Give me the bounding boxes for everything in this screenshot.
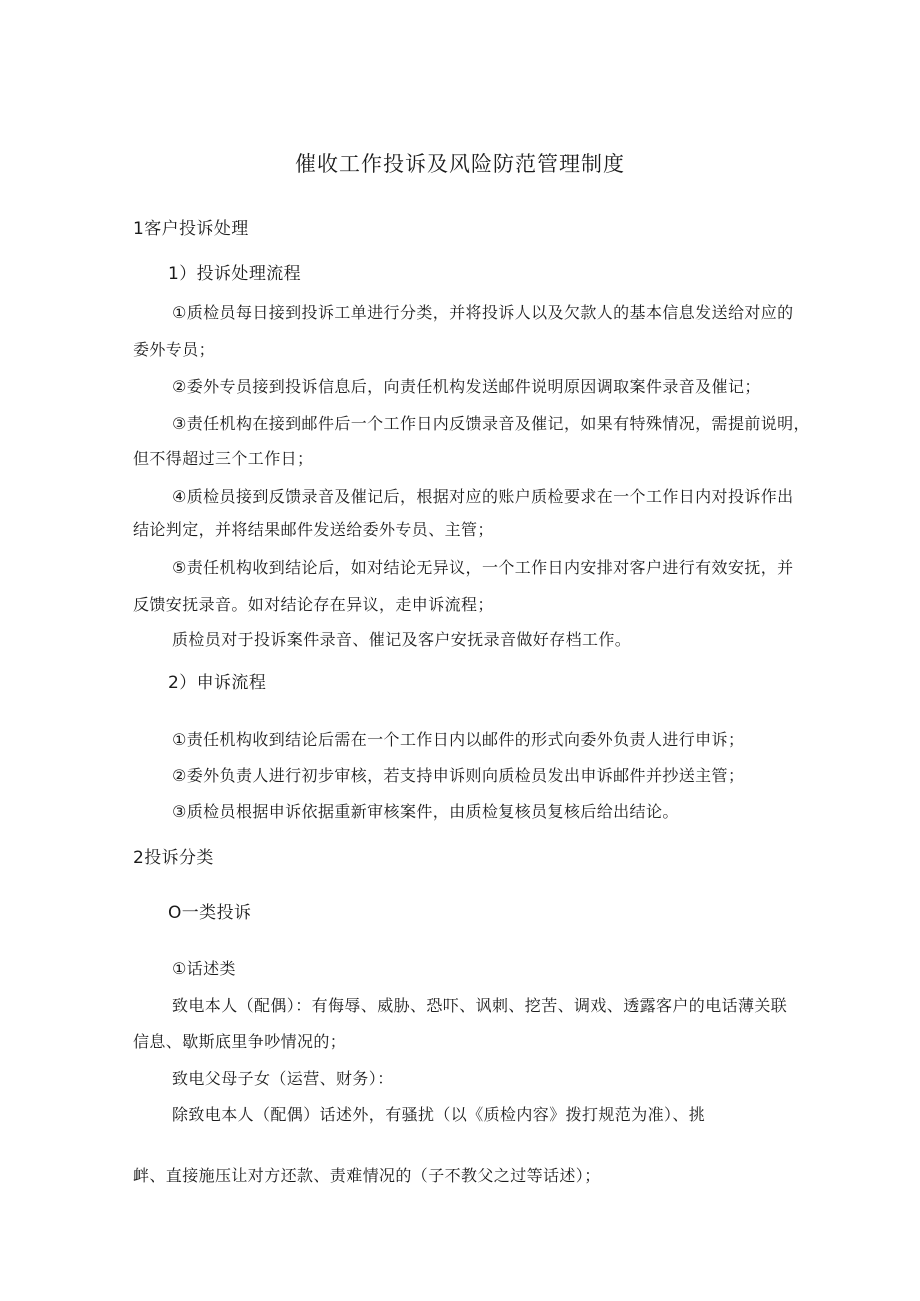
subsection-heading-appeal-process: 2）申诉流程: [168, 673, 267, 693]
speech-rule-3-line-2: 衅、直接施压让对方还款、责难情况的（子不教父之过等话述）；: [133, 1166, 601, 1185]
complaint-step-3-line-2: 但不得超过三个工作日；: [133, 449, 314, 468]
complaint-step-1-line-2: 委外专员；: [133, 340, 216, 359]
appeal-step-3: ③质检员根据申诉依据重新审核案件，由质检复核员复核后给出结论。: [172, 802, 679, 821]
appeal-step-1: ①责任机构收到结论后需在一个工作日内以邮件的形式向委外负责人进行申诉；: [172, 730, 745, 749]
complaint-step-5-line-1: ⑤责任机构收到结论后，如对结论无异议，一个工作日内安排对客户进行有效安抚，并: [172, 558, 794, 577]
section-heading-customer-complaint: 1客户投诉处理: [133, 219, 249, 239]
speech-rule-1-line-1: 致电本人（配偶）：有侮辱、威胁、恐吓、讽刺、挖苦、调戏、透露客户的电话薄关联: [172, 996, 788, 1015]
complaint-step-1-line-1: ①质检员每日接到投诉工单进行分类，并将投诉人以及欠款人的基本信息发送给对应的: [172, 303, 794, 322]
document-title: 催收工作投诉及风险防范管理制度: [295, 152, 625, 176]
archive-note: 质检员对于投诉案件录音、催记及客户安抚录音做好存档工作。: [172, 630, 632, 649]
complaint-step-5-line-2: 反馈安抚录音。如对结论存在异议，走申诉流程；: [133, 595, 494, 614]
category-level-1-complaint: O一类投诉: [168, 903, 252, 923]
complaint-step-4-line-1: ④质检员接到反馈录音及催记后，根据对应的账户质检要求在一个工作日内对投诉作出: [172, 487, 794, 506]
subcategory-speech: ①话述类: [172, 959, 236, 978]
complaint-step-4-line-2: 结论判定，并将结果邮件发送给委外专员、主管；: [133, 520, 494, 539]
subsection-heading-complaint-process: 1）投诉处理流程: [168, 264, 302, 284]
speech-rule-3-line-1: 除致电本人（配偶）话述外，有骚扰（以《质检内容》拨打规范为准）、挑: [172, 1105, 706, 1124]
complaint-step-3-line-1: ③责任机构在接到邮件后一个工作日内反馈录音及催记，如果有特殊情况，需提前说明，: [172, 414, 810, 433]
speech-rule-1-line-2: 信息、歇斯底里争吵情况的；: [133, 1032, 347, 1051]
complaint-step-2: ②委外专员接到投诉信息后，向责任机构发送邮件说明原因调取案件录音及催记；: [172, 377, 761, 396]
appeal-step-2: ②委外负责人进行初步审核，若支持申诉则向质检员发出申诉邮件并抄送主管；: [172, 766, 745, 785]
speech-rule-2: 致电父母子女（运营、财务）：: [172, 1069, 394, 1088]
section-heading-complaint-classification: 2投诉分类: [133, 848, 214, 868]
